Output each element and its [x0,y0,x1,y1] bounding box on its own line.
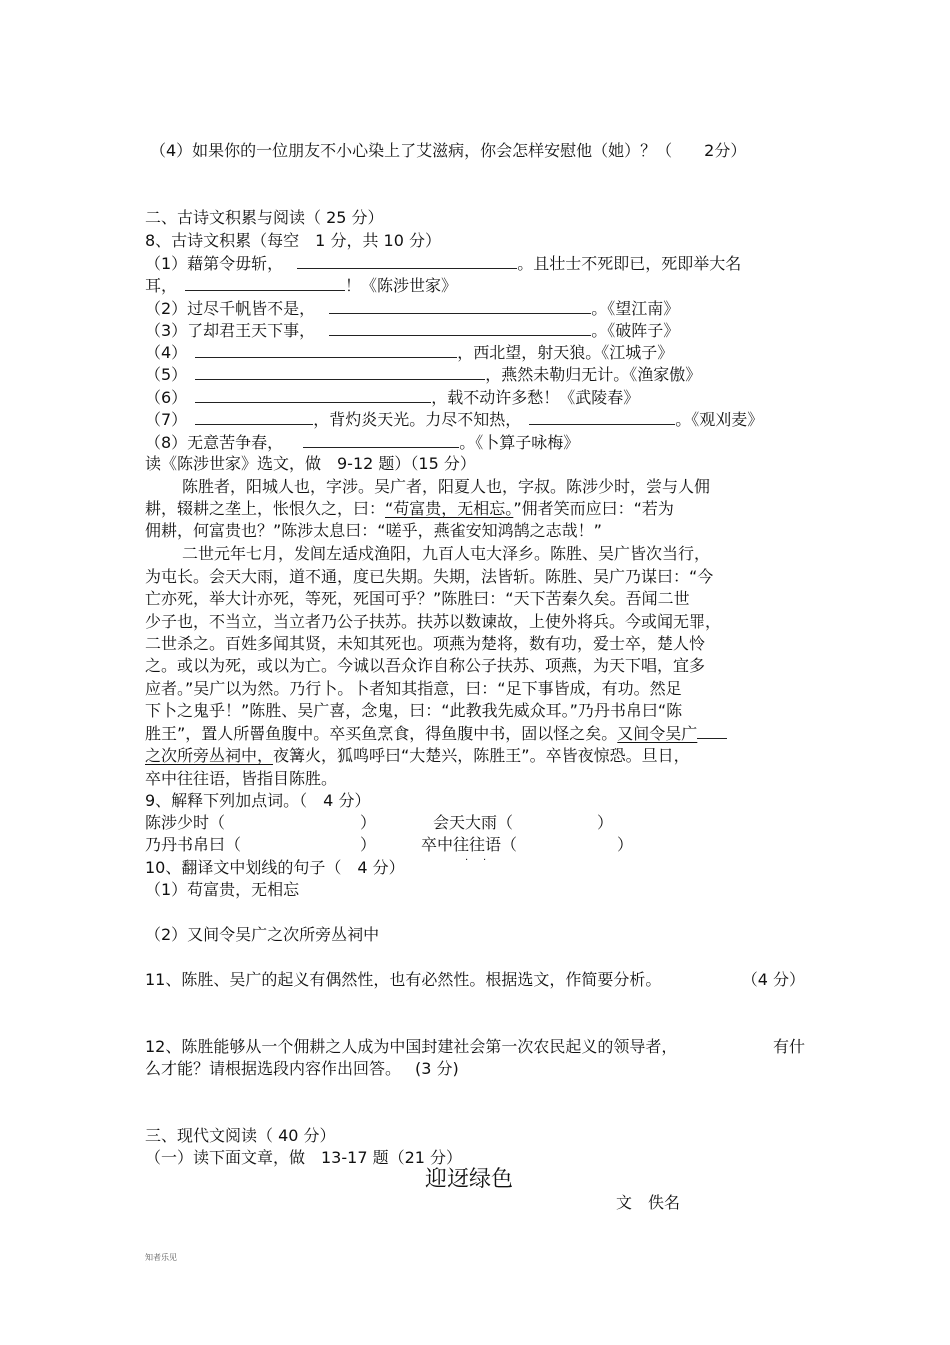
q8-2-text-b: 。《望江南》 [591,299,680,318]
q9-close-b: ） [597,813,614,832]
q9-item-d: 卒中往往语（ [421,835,518,854]
passage-p2-line3: 亡亦死，举大计亦死，等死，死国可乎？”陈胜曰：“天下苦秦久矣。吾闻二世 [145,589,690,608]
passage-text: ”佣者笑而应曰：“若为 [513,499,674,518]
q8-1-text-b: 。且壮士不死即已，死即举大名 [517,254,742,273]
question-10-2: （2）又间令吴广之次所旁丛祠中 [145,925,380,944]
reading-title: 读《陈涉世家》选文，做 9-12 题）（15 分） [145,454,476,473]
answer-blank[interactable] [529,408,675,425]
question-8-title: 8、古诗文积累（每空 1 分，共 10 分） [145,231,441,250]
question-8-3 [145,319,679,342]
q8-7-text-b: ，背灼炎天光。力尽不知热， [313,410,522,429]
q8-7-text-c: 。《观刈麦》 [675,410,764,429]
q8-8-text-b: 。《卜算子咏梅》 [459,433,580,452]
passage-p2-line7: 应者。”吴广以为然。乃行卜。卜者知其指意，曰：“足下事皆成，有功。然足 [145,679,682,698]
passage-text: 耕，辍耕之垄上，怅恨久之，曰： [145,499,386,518]
q8-1-text-c: 耳， [145,276,178,295]
article-author: 文 佚名 [616,1193,681,1212]
question-9-row1 [145,812,805,834]
q8-5-text-b: ，燕然未勒归无计。《渔家傲》 [485,365,702,384]
passage-p2-line11: 卒中往往语，皆指目陈胜。 [145,769,338,788]
q12-text-c: 么才能？请根据选段内容作出回答。 [145,1059,402,1078]
q9-item-b: 会天大雨（ [433,813,514,832]
passage-p2-line1: 二世元年七月，发闾左适戍渔阳，九百人屯大泽乡。陈胜、吴广皆次当行， [182,544,711,563]
answer-blank[interactable] [195,341,457,358]
q8-1-text-d: ！《陈涉世家》 [345,276,458,295]
q11-score: （4 分） [741,970,805,989]
footer-text: 知者乐见 [145,1253,177,1262]
answer-blank[interactable] [195,408,313,425]
question-9-title: 9、解释下列加点词。（ 4 分） [145,791,371,810]
question-8-8 [145,431,579,454]
question-9-row2 [145,834,805,856]
q8-2-text-a: （2）过尽千帆皆不是， [145,299,316,318]
question-8-4 [145,341,673,364]
passage-p2-line5: 二世杀之。百姓多闻其贤，未知其死也。项燕为楚将，数有功，爱士卒，楚人怜 [145,634,706,653]
q12-score: (3 分) [415,1059,459,1078]
passage-text: 夜篝火，狐鸣呼曰“大楚兴，陈胜王”。卒皆夜惊恐。旦日， [273,746,690,765]
passage-text: 胜王”，置人所罾鱼腹中。卒买鱼烹食，得鱼腹中书，固以怪之矣。 [145,724,618,743]
question-8-7 [145,408,763,431]
question-8-6 [145,386,639,409]
underlined-sentence-1: “苟富贵，无相忘。 [385,499,514,518]
q9-close-d: ） [617,835,634,854]
section-3-title: 三、现代文阅读（ 40 分） [145,1126,336,1145]
question-11 [145,969,805,991]
q8-6-text-b: ，载不动许多愁！《武陵春》 [431,388,640,407]
underlined-sentence-2b: 之次所旁丛祠中， [145,746,274,765]
answer-blank[interactable] [195,386,431,403]
q8-1-text-a: （1）藉第令毋斩， [145,254,284,273]
q9-item-c: 乃丹书帛曰（ [145,835,242,854]
passage-p1-line1: 陈胜者，阳城人也，字涉。吴广者，阳夏人也，字叔。陈涉少时，尝与人佣 [182,477,711,496]
question-10-1: （1）苟富贵，无相忘 [145,880,300,899]
q9-item-a: 陈涉少时（ [145,813,226,832]
q9-close-a: ） [360,813,377,832]
question-8-1-cont [145,274,457,297]
question-7-4: （4）如果你的一位朋友不小心染上了艾滋病，你会怎样安慰他（她）？（ 2分） [150,141,747,160]
article-title: 迎迓绿色 [425,1167,514,1192]
question-12-line1 [145,1036,805,1058]
underlined-sentence-2a: 又间令吴广 [617,724,698,743]
q8-4-text-a: （4） [145,343,188,362]
q12-text-b: 有什 [772,1037,805,1056]
answer-blank[interactable] [329,297,591,314]
emphasis-dot: · [483,855,487,866]
answer-blank[interactable] [297,252,517,269]
q8-4-text-b: ，西北望，射天狼。《江城子》 [457,343,674,362]
q8-3-text-a: （3）了却君王天下事， [145,321,316,340]
passage-p2-line9 [145,723,727,745]
q11-text: 11、陈胜、吴广的起义有偶然性，也有必然性。根据选文，作简要分析。 [145,970,662,989]
q8-5-text-a: （5） [145,365,188,384]
question-8-2 [145,297,679,320]
emphasis-dot: · [465,855,469,866]
passage-p1-line3: 佣耕，何富贵也？”陈涉太息曰：“嗟乎，燕雀安知鸿鹄之志哉！” [145,521,602,540]
question-12-line2 [145,1058,459,1080]
section-2-title: 二、古诗文积累与阅读（ 25 分） [145,208,384,227]
q8-8-text-a: （8）无意苦争春， [145,433,284,452]
q8-3-text-b: 。《破阵子》 [591,321,680,340]
question-10-title: 10、翻译文中划线的句子（ 4 分） [145,858,405,877]
passage-p1-line2 [145,498,674,520]
answer-blank[interactable] [195,363,485,380]
passage-p2-line2: 为屯长。会天大雨，道不通，度已失期。失期，法皆斩。陈胜、吴广乃谋曰：“今 [145,567,714,586]
question-8-5 [145,363,701,386]
subsection-1-title: （一）读下面文章，做 13-17 题（21 分） [145,1148,463,1167]
answer-blank[interactable] [303,431,459,448]
underline-extension [697,724,727,739]
passage-p2-line6: 之。或以为死，或以为亡。今诚以吾众诈自称公子扶苏、项燕，为天下唱，宜多 [145,656,706,675]
q8-7-text-a: （7） [145,410,188,429]
question-8-1 [145,252,741,275]
answer-blank[interactable] [185,274,345,291]
q8-6-text-a: （6） [145,388,188,407]
passage-p2-line4: 少子也，不当立，当立者乃公子扶苏。扶苏以数谏故，上使外将兵。今或闻无罪， [145,612,722,631]
answer-blank[interactable] [329,319,591,336]
q12-text-a: 12、陈胜能够从一个佣耕之人成为中国封建社会第一次农民起义的领导者， [145,1037,678,1056]
passage-p2-line10 [145,745,690,767]
passage-p2-line8: 下卜之鬼乎！”陈胜、吴广喜，念鬼，曰：“此教我先威众耳。”乃丹书帛曰“陈 [145,701,683,720]
q9-close-c: ） [360,835,377,854]
